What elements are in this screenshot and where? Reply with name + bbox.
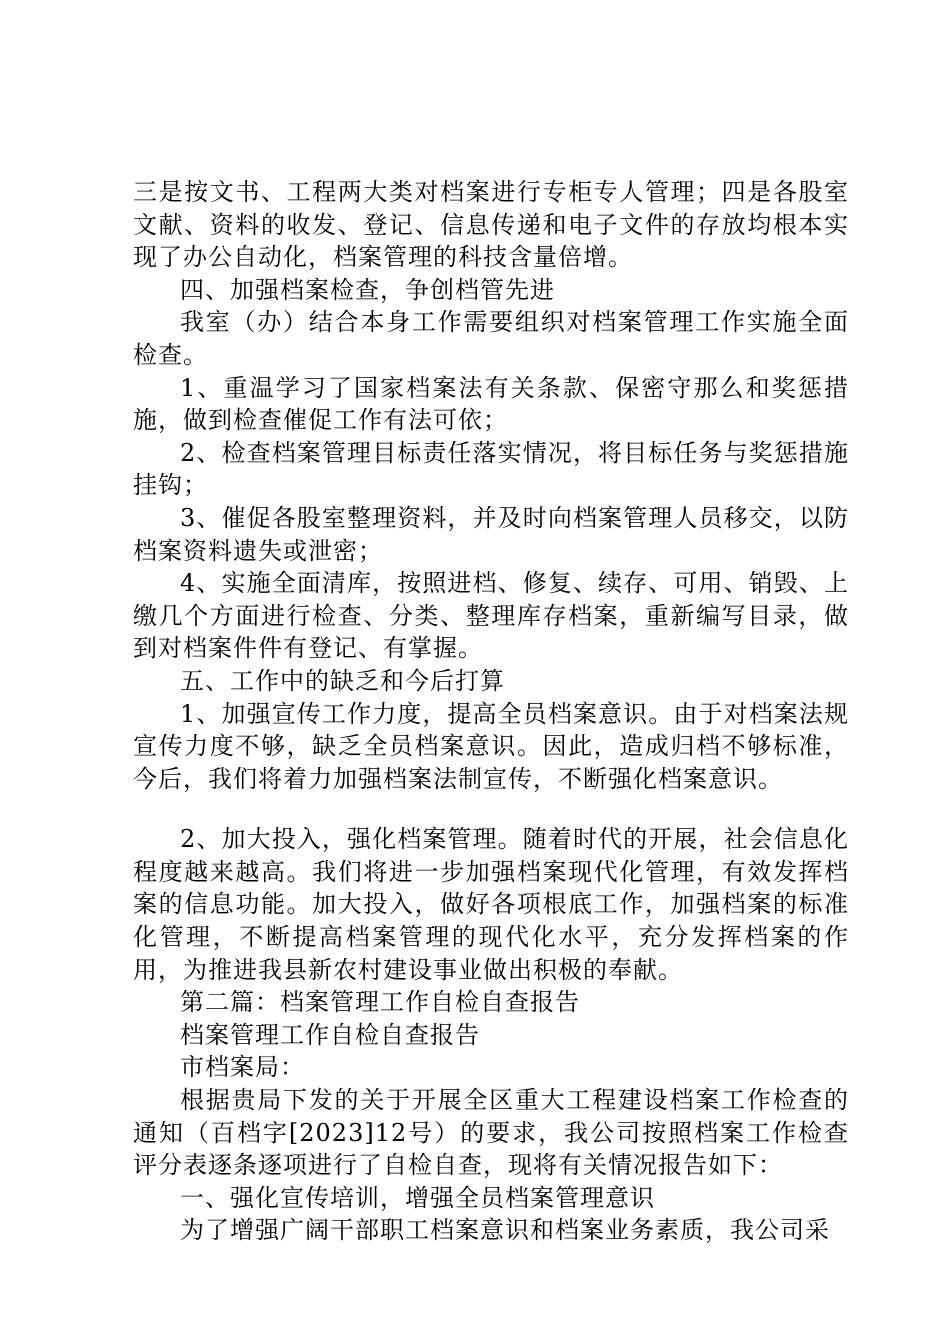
- list-item: 4、实施全面清库，按照进档、修复、续存、可用、销毁、上缴几个方面进行检查、分类、整理库存档案，重新编写目录，做到对档案件件有登记、有掌握。: [133, 569, 849, 663]
- paragraph: 我室（办）结合本身工作需要组织对档案管理工作实施全面检查。: [133, 308, 849, 369]
- chapter-title: 第二篇：档案管理工作自检自查报告: [180, 988, 580, 1017]
- list-item: 2、加大投入，强化档案管理。随着时代的开展，社会信息化程度越来越高。我们将进一步加强档案现代化管理，有效发挥档案的信息功能。加大投入，做好各项根底工作，加强档案的标准化管理，不断提高档案管理的现代化水平，充分发挥档案的作用，为推进我县新农村建设事业做出积极的奉献。: [133, 825, 849, 984]
- list-item: 1、重温学习了国家档案法有关条款、保密守那么和奖惩措施，做到检查催促工作有法可依；: [133, 373, 849, 435]
- paragraph: 根据贵局下发的关于开展全区重大工程建设档案工作检查的通知（百档字[2023]12号）的要求，我公司按照档案工作检查评分表逐条逐项进行了自检自查，现将有关情况报告如下：: [133, 1086, 849, 1180]
- list-item: 3、催促各股室整理资料，并及时向档案管理人员移交，以防档案资料遗失或泄密；: [133, 503, 849, 565]
- report-title: 档案管理工作自检自查报告: [180, 1020, 480, 1049]
- paragraph: 为了增强广阔干部职工档案意识和档案业务素质，我公司采: [180, 1216, 830, 1245]
- paragraph-continuation: 三是按文书、工程两大类对档案进行专柜专人管理；四是各股室文献、资料的收发、登记、信息传递和电子文件的存放均根本实现了办公自动化，档案管理的科技含量倍增。: [133, 178, 849, 272]
- section-heading-4: 四、加强档案检查，争创档管先进: [180, 275, 555, 304]
- list-item: 2、检查档案管理目标责任落实情况，将目标任务与奖惩措施挂钩；: [133, 438, 849, 500]
- document-body: [133, 176, 849, 1247]
- section-heading-5: 五、工作中的缺乏和今后打算: [180, 666, 505, 695]
- list-item: 1、加强宣传工作力度，提高全员档案意识。由于对档案法规宣传力度不够，缺乏全员档案意识。因此，造成归档不够标准，今后，我们将着力加强档案法制宣传，不断强化档案意识。: [133, 699, 849, 793]
- section-heading-1: 一、强化宣传培训，增强全员档案管理意识: [180, 1183, 655, 1212]
- salutation: 市档案局：: [180, 1053, 305, 1082]
